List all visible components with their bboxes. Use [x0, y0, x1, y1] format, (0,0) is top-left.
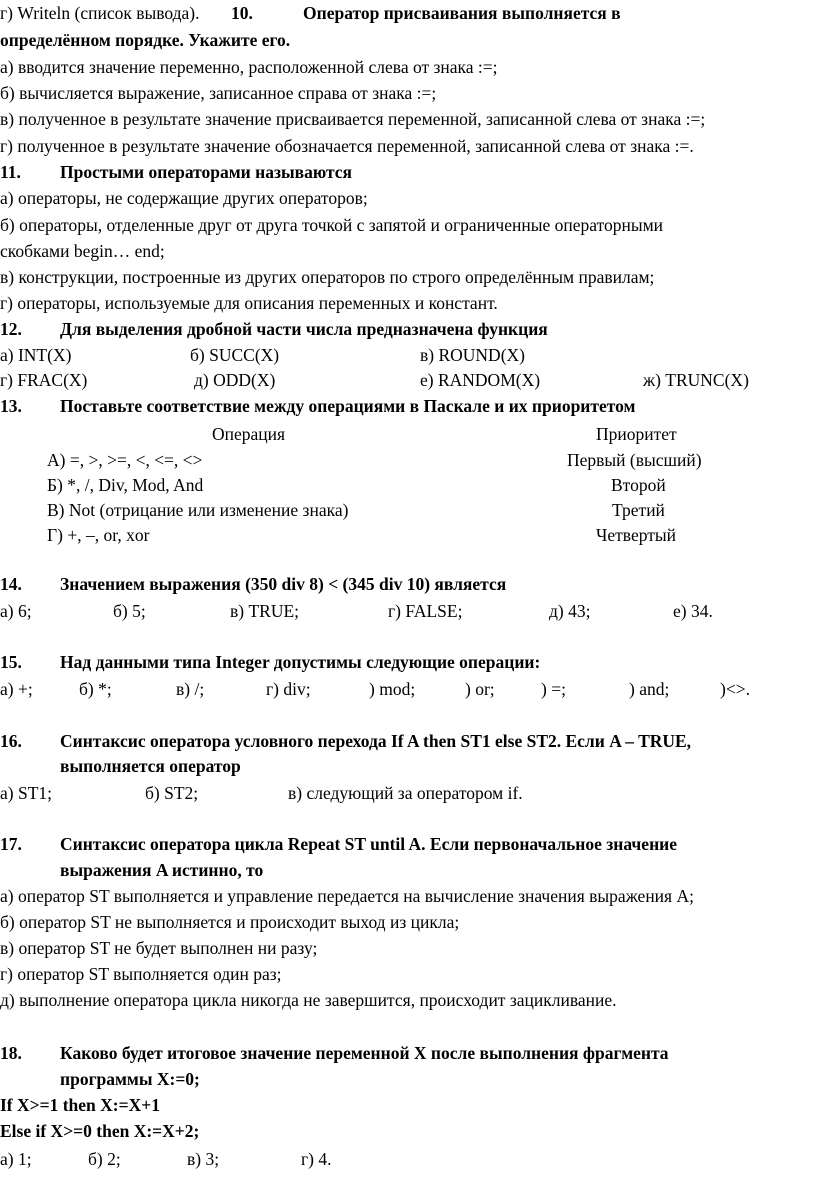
question-17-option-c: в) оператор ST не будет выполнен ни разу; [0, 938, 318, 958]
question-16-header [0, 728, 816, 754]
question-15-option-a: а) +; [0, 679, 33, 699]
question-16-title-line1: Синтаксис оператора условного перехода If A then ST1 else ST2. Если A – TRUE, [60, 731, 692, 751]
priority-second: Второй [611, 475, 666, 495]
question-18-code-line2: Else if X>=0 then X:=X+2; [0, 1121, 200, 1141]
priority-first: Первый (высший) [567, 450, 702, 470]
question-12-option-b: б) SUCC(X) [190, 345, 280, 365]
question-18-option-d: г) 4. [301, 1149, 332, 1169]
question-18-header [0, 1040, 816, 1066]
question-11-header [0, 159, 816, 185]
question-18-number: 18. [0, 1043, 22, 1063]
question-17-title-line2: выражения A истинно, то [60, 860, 264, 880]
question-15-header [0, 649, 816, 675]
question-17-title-line1: Синтаксис оператора цикла Repeat ST until A. Если первоначальное значение [60, 834, 678, 854]
question-14-option-a: а) 6; [0, 601, 32, 621]
question-15-option-g: ) =; [541, 679, 566, 699]
question-11-option-b: б) операторы, отделенные друг от друга точкой с запятой и ограниченные операторными [0, 215, 664, 235]
previous-option-g: г) Writeln (список вывода). [0, 3, 200, 23]
question-18-title-line2: программы X:=0; [60, 1069, 200, 1089]
question-18-title-line1: Каково будет итоговое значение переменной X после выполнения фрагмента [60, 1043, 669, 1063]
question-16-option-c: в) следующий за оператором if. [288, 783, 523, 803]
question-12-option-a: а) INT(X) [0, 345, 72, 365]
question-11-option-c: в) конструкции, построенные из других операторов по строго определённым правилам; [0, 267, 655, 287]
question-15-option-b: б) *; [79, 679, 112, 699]
question-16-number: 16. [0, 731, 22, 751]
question-10-option-c: в) полученное в результате значение присваивается переменной, записанной слева от знака :=; [0, 109, 706, 129]
question-10-option-d: г) полученное в результате значение обозначается переменной, записанной слева от знака :=. [0, 136, 694, 156]
question-12-number: 12. [0, 319, 22, 339]
priority-fourth: Четвертый [596, 525, 677, 545]
question-11-option-a: а) операторы, не содержащие других операторов; [0, 188, 368, 208]
question-14-option-f: е) 34. [673, 601, 713, 621]
question-16-option-b: б) ST2; [145, 783, 199, 803]
question-11-number: 11. [0, 162, 21, 182]
question-17-header [0, 831, 816, 857]
question-10-option-a: а) вводится значение переменно, расположенной слева от знака :=; [0, 57, 498, 77]
question-18-option-b: б) 2; [88, 1149, 121, 1169]
question-12-option-d: г) FRAC(X) [0, 370, 88, 390]
question-15-option-d: г) div; [266, 679, 311, 699]
question-16-title-line2: выполняется оператор [60, 756, 241, 776]
question-12-option-e: д) ODD(X) [194, 370, 276, 390]
question-13-title: Поставьте соответствие между операциями в Паскале и их приоритетом [60, 396, 636, 416]
question-14-option-c: в) TRUE; [230, 601, 300, 621]
question-14-header [0, 571, 816, 597]
question-13-header [0, 393, 816, 419]
question-15-option-c: в) /; [176, 679, 205, 699]
column-header-operation: Операция [212, 424, 286, 444]
question-11-option-d: г) операторы, используемые для описания переменных и констант. [0, 293, 498, 313]
question-18-option-a: а) 1; [0, 1149, 32, 1169]
question-15-number: 15. [0, 652, 22, 672]
question-10-number: 10. [231, 3, 253, 23]
question-17-number: 17. [0, 834, 22, 854]
question-12-title: Для выделения дробной части числа предназначена функция [60, 319, 548, 339]
question-14-title: Значением выражения (350 div 8) < (345 div 10) является [60, 574, 507, 594]
question-15-option-f: ) or; [465, 679, 495, 699]
question-12-option-c: в) ROUND(X) [420, 345, 525, 365]
question-12-header [0, 316, 816, 342]
question-10-option-b: б) вычисляется выражение, записанное справа от знака :=; [0, 83, 437, 103]
question-17-option-a: а) оператор ST выполняется и управление передается на вычисление значения выражения A; [0, 886, 694, 906]
question-10-title-line1: Оператор присваивания выполняется в [303, 3, 621, 23]
question-11-title: Простыми операторами называются [60, 162, 353, 182]
question-12-option-g: ж) TRUNC(X) [643, 370, 749, 390]
column-header-priority: Приоритет [596, 424, 677, 444]
question-17-option-d: г) оператор ST выполняется один раз; [0, 964, 282, 984]
question-13-number: 13. [0, 396, 22, 416]
question-11-option-b-cont: скобками begin… end; [0, 241, 165, 261]
question-15-option-i: )<>. [720, 679, 750, 699]
question-17-option-e: д) выполнение оператора цикла никогда не завершится, происходит зацикливание. [0, 990, 617, 1010]
question-16-option-a: а) ST1; [0, 783, 53, 803]
question-18-code-line1: If X>=1 then X:=X+1 [0, 1095, 160, 1115]
question-15-option-e: ) mod; [369, 679, 416, 699]
question-14-option-d: г) FALSE; [388, 601, 463, 621]
operation-b: Б) *, /, Div, Mod, And [47, 475, 204, 495]
question-14-number: 14. [0, 574, 22, 594]
operation-a: А) =, >, >=, <, <=, <> [47, 450, 203, 470]
question-18-option-c: в) 3; [187, 1149, 220, 1169]
question-14-option-b: б) 5; [113, 601, 146, 621]
question-15-title: Над данными типа Integer допустимы следующие операции: [60, 652, 541, 672]
operation-c: В) Not (отрицание или изменение знака) [47, 500, 349, 520]
question-14-option-e: д) 43; [549, 601, 591, 621]
operation-d: Г) +, –, or, xor [47, 525, 150, 545]
priority-third: Третий [612, 500, 665, 520]
question-10-title-line2: определённом порядке. Укажите его. [0, 30, 291, 50]
question-17-option-b: б) оператор ST не выполняется и происходит выход из цикла; [0, 912, 460, 932]
question-15-option-h: ) and; [629, 679, 670, 699]
question-12-option-f: е) RANDOM(X) [420, 370, 541, 390]
question-10-header [0, 0, 621, 26]
